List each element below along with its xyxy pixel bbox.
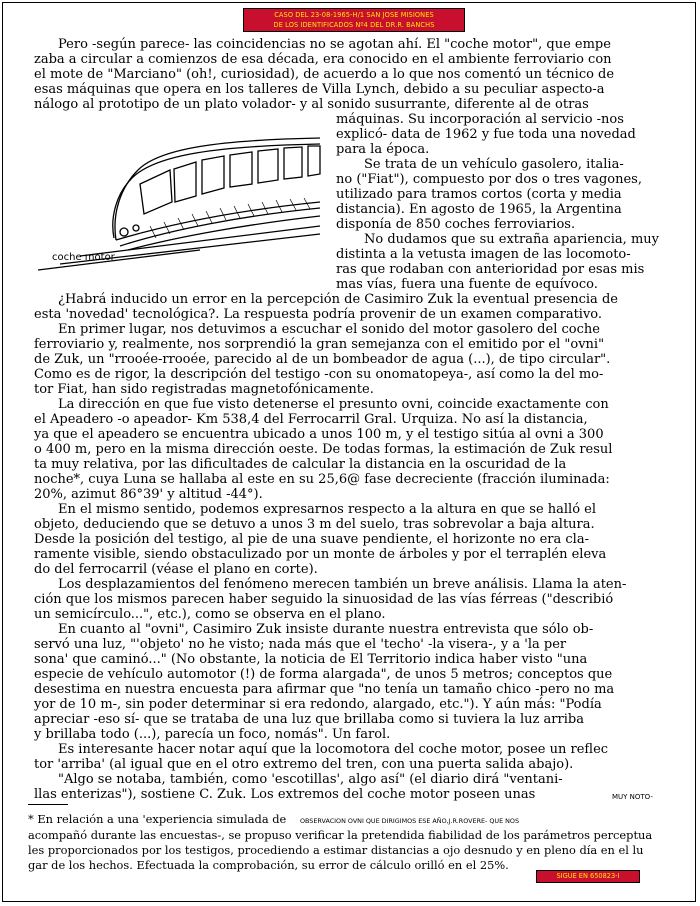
text-line: distinta a la vetusta imagen de las locomoto- bbox=[336, 247, 631, 262]
text-line: sona' que caminó..." (No obstante, la noticia de El Territorio indica haber visto "una bbox=[34, 652, 588, 667]
text-line: llas enterizas"), sostiene C. Zuk. Los extremos del coche motor poseen unas bbox=[34, 787, 536, 802]
inline-handwritten-note: MUY NOTO- bbox=[612, 793, 653, 801]
text-line: Como es de rigor, la descripción del testigo -con su onomatopeya-, así como la del mo- bbox=[34, 367, 604, 382]
text-line: máquinas. Su incorporación al servicio -nos bbox=[336, 112, 624, 127]
text-line: especie de vehículo automotor (!) de forma alargada", de unos 5 metros; conceptos que bbox=[34, 667, 613, 682]
text-line: de Zuk, un "rrooée-rrooée, parecido al de un bombeador de agua (...), de tipo circular". bbox=[34, 352, 611, 367]
text-line: un semicírculo...", etc.), como se observa en el plano. bbox=[34, 607, 386, 622]
text-line: ferroviario y, realmente, nos sorprendió la gran semejanza con el emitido por el "ovni" bbox=[34, 337, 605, 352]
text-line: En cuanto al "ovni", Casimiro Zuk insiste durante nuestra entrevista que sólo ob- bbox=[58, 622, 594, 637]
footnote-line: les proporcionados por los testigos, procediendo a estimar distancias a ojo desnudo y en pleno día en el lu bbox=[28, 843, 644, 857]
text-line: el Apeadero -o apeador- Km 538,4 del Ferrocarril Gral. Urquiza. No así la distancia, bbox=[34, 412, 588, 427]
case-header-line-1: CASO DEL 23-08-1965-H/1 SAN JOSE MISIONES bbox=[274, 11, 434, 19]
footnote-line: acompañó durante las encuestas-, se propuso verificar la pretendida fiabilidad de los parámetros perceptua bbox=[28, 828, 653, 842]
text-line: yor de 10 m-, sin poder determinar si era redondo, alargado, etc."). Y aún más: "Podía bbox=[34, 697, 602, 712]
footnote-line: gar de los hechos. Efectuada la comprobación, su error de cálculo orilló en el 25%. bbox=[28, 858, 509, 872]
text-line: Los desplazamientos del fenómeno merecen también un breve análisis. Llama la aten- bbox=[58, 577, 627, 592]
text-line: explicó- data de 1962 y fue toda una novedad bbox=[336, 127, 636, 142]
text-line: Es interesante hacer notar aquí que la locomotora del coche motor, posee un reflec bbox=[58, 742, 609, 757]
text-line: zaba a circular a comienzos de esa década, era conocido en el ambiente ferroviario con bbox=[34, 52, 612, 67]
text-line: ta muy relativa, por las dificultades de calcular la distancia en la oscuridad de la bbox=[34, 457, 567, 472]
text-line: ción que los mismos parecen haber seguido la sinuosidad de las vías férreas ("describió bbox=[34, 592, 614, 607]
text-line: ¿Habrá inducido un error en la percepción de Casimiro Zuk la eventual presencia de bbox=[58, 292, 618, 307]
text-line: En el mismo sentido, podemos expresarnos respecto a la altura en que se halló el bbox=[58, 502, 597, 517]
text-line: utilizado para tramos cortos (corta y media bbox=[336, 187, 622, 202]
continues-tag: SIGUE EN 650823-I bbox=[536, 870, 640, 883]
text-line: disponía de 850 coches ferroviarios. bbox=[336, 217, 576, 232]
text-line: o 400 m, pero en la misma dirección oeste. De todas formas, la estimación de Zuk resul bbox=[34, 442, 613, 457]
text-line: ramente visible, siendo obstaculizado por un monte de árboles y por el terraplén eleva bbox=[34, 547, 607, 562]
coche-motor-illustration bbox=[20, 114, 330, 274]
text-line: no ("Fiat"), compuesto por dos o tres vagones, bbox=[336, 172, 642, 187]
text-line: tor Fiat, han sido registradas magnetofónicamente. bbox=[34, 382, 374, 397]
text-line: el mote de "Marciano" (oh!, curiosidad), de acuerdo a lo que nos comentó un técnico de bbox=[34, 67, 615, 82]
text-line: Se trata de un vehículo gasolero, italia- bbox=[364, 157, 624, 172]
text-line: esta 'novedad' tecnológica?. La respuesta podría provenir de un examen comparativo. bbox=[34, 307, 603, 322]
illustration-caption: coche motor bbox=[52, 252, 115, 263]
text-line: esas máquinas que opera en los talleres de Villa Lynch, debido a su peculiar aspecto-a bbox=[34, 82, 605, 97]
footnote-line: * En relación a una 'experiencia simulada de bbox=[28, 812, 287, 826]
text-line: La dirección en que fue visto detenerse el presunto ovni, coincide exactamente con bbox=[58, 397, 609, 412]
case-header-label bbox=[243, 8, 465, 32]
text-line: nálogo al prototipo de un plato volador- y al sonido susurrante, diferente al de otras bbox=[34, 97, 589, 112]
text-line: apreciar -eso sí- que se trataba de una luz que brillaba como si tuviera la luz arriba bbox=[34, 712, 584, 727]
text-line: servó una luz, "'objeto' no he visto; nada más que el 'techo' -la visera-, y a 'la per bbox=[34, 637, 567, 652]
text-line: 20%, azimut 86°39' y altitud -44°). bbox=[34, 487, 263, 502]
text-line: desestima en nuestra encuesta para afirmar que "no tenía un tamaño chico -pero no ma bbox=[34, 682, 615, 697]
text-line: objeto, deduciendo que se detuvo a unos 3 m del suelo, tras sobrevolar a baja altura. bbox=[34, 517, 595, 532]
text-line: No dudamos que su extraña apariencia, muy bbox=[364, 232, 659, 247]
case-header-line-2: DE LOS IDENTIFICADOS Nº4 DEL DR.R. BANCHS bbox=[273, 20, 435, 29]
text-line: y brillaba todo (...), parecía un foco, nomás". Un farol. bbox=[34, 727, 391, 742]
inline-handwritten-note: OBSERVACION OVNI QUE DIRIGIMOS ESE AÑO,J.R.ROVERE- QUE NOS bbox=[300, 817, 520, 825]
text-line: para la época. bbox=[336, 142, 430, 157]
text-line: do del ferrocarril (véase el plano en corte). bbox=[34, 562, 318, 577]
text-line: noche*, cuya Luna se hallaba al este en su 25,6@ fase decreciente (fracción iluminada: bbox=[34, 472, 610, 487]
footnote-divider bbox=[28, 804, 68, 805]
text-line: tor 'arriba' (al igual que en el otro extremo del tren, con una puerta salida abajo). bbox=[34, 757, 574, 772]
text-line: distancia). En agosto de 1965, la Argentina bbox=[336, 202, 622, 217]
text-line: En primer lugar, nos detuvimos a escuchar el sonido del motor gasolero del coche bbox=[58, 322, 600, 337]
text-line: "Algo se notaba, también, como 'escotillas', algo así" (el diario dirá "ventani- bbox=[58, 772, 563, 787]
text-line: mas vías, fuera una fuente de equívoco. bbox=[336, 277, 598, 292]
text-line: Pero -según parece- las coincidencias no se agotan ahí. El "coche motor", que empe bbox=[58, 37, 611, 52]
text-line: Desde la posición del testigo, al pie de una suave pendiente, el horizonte no era cla- bbox=[34, 532, 589, 547]
text-line: ya que el apeadero se encuentra ubicado a unos 100 m, y el testigo sitúa al ovni a 300 bbox=[34, 427, 604, 442]
text-line: ras que rodaban con anterioridad por esas mis bbox=[336, 262, 645, 277]
